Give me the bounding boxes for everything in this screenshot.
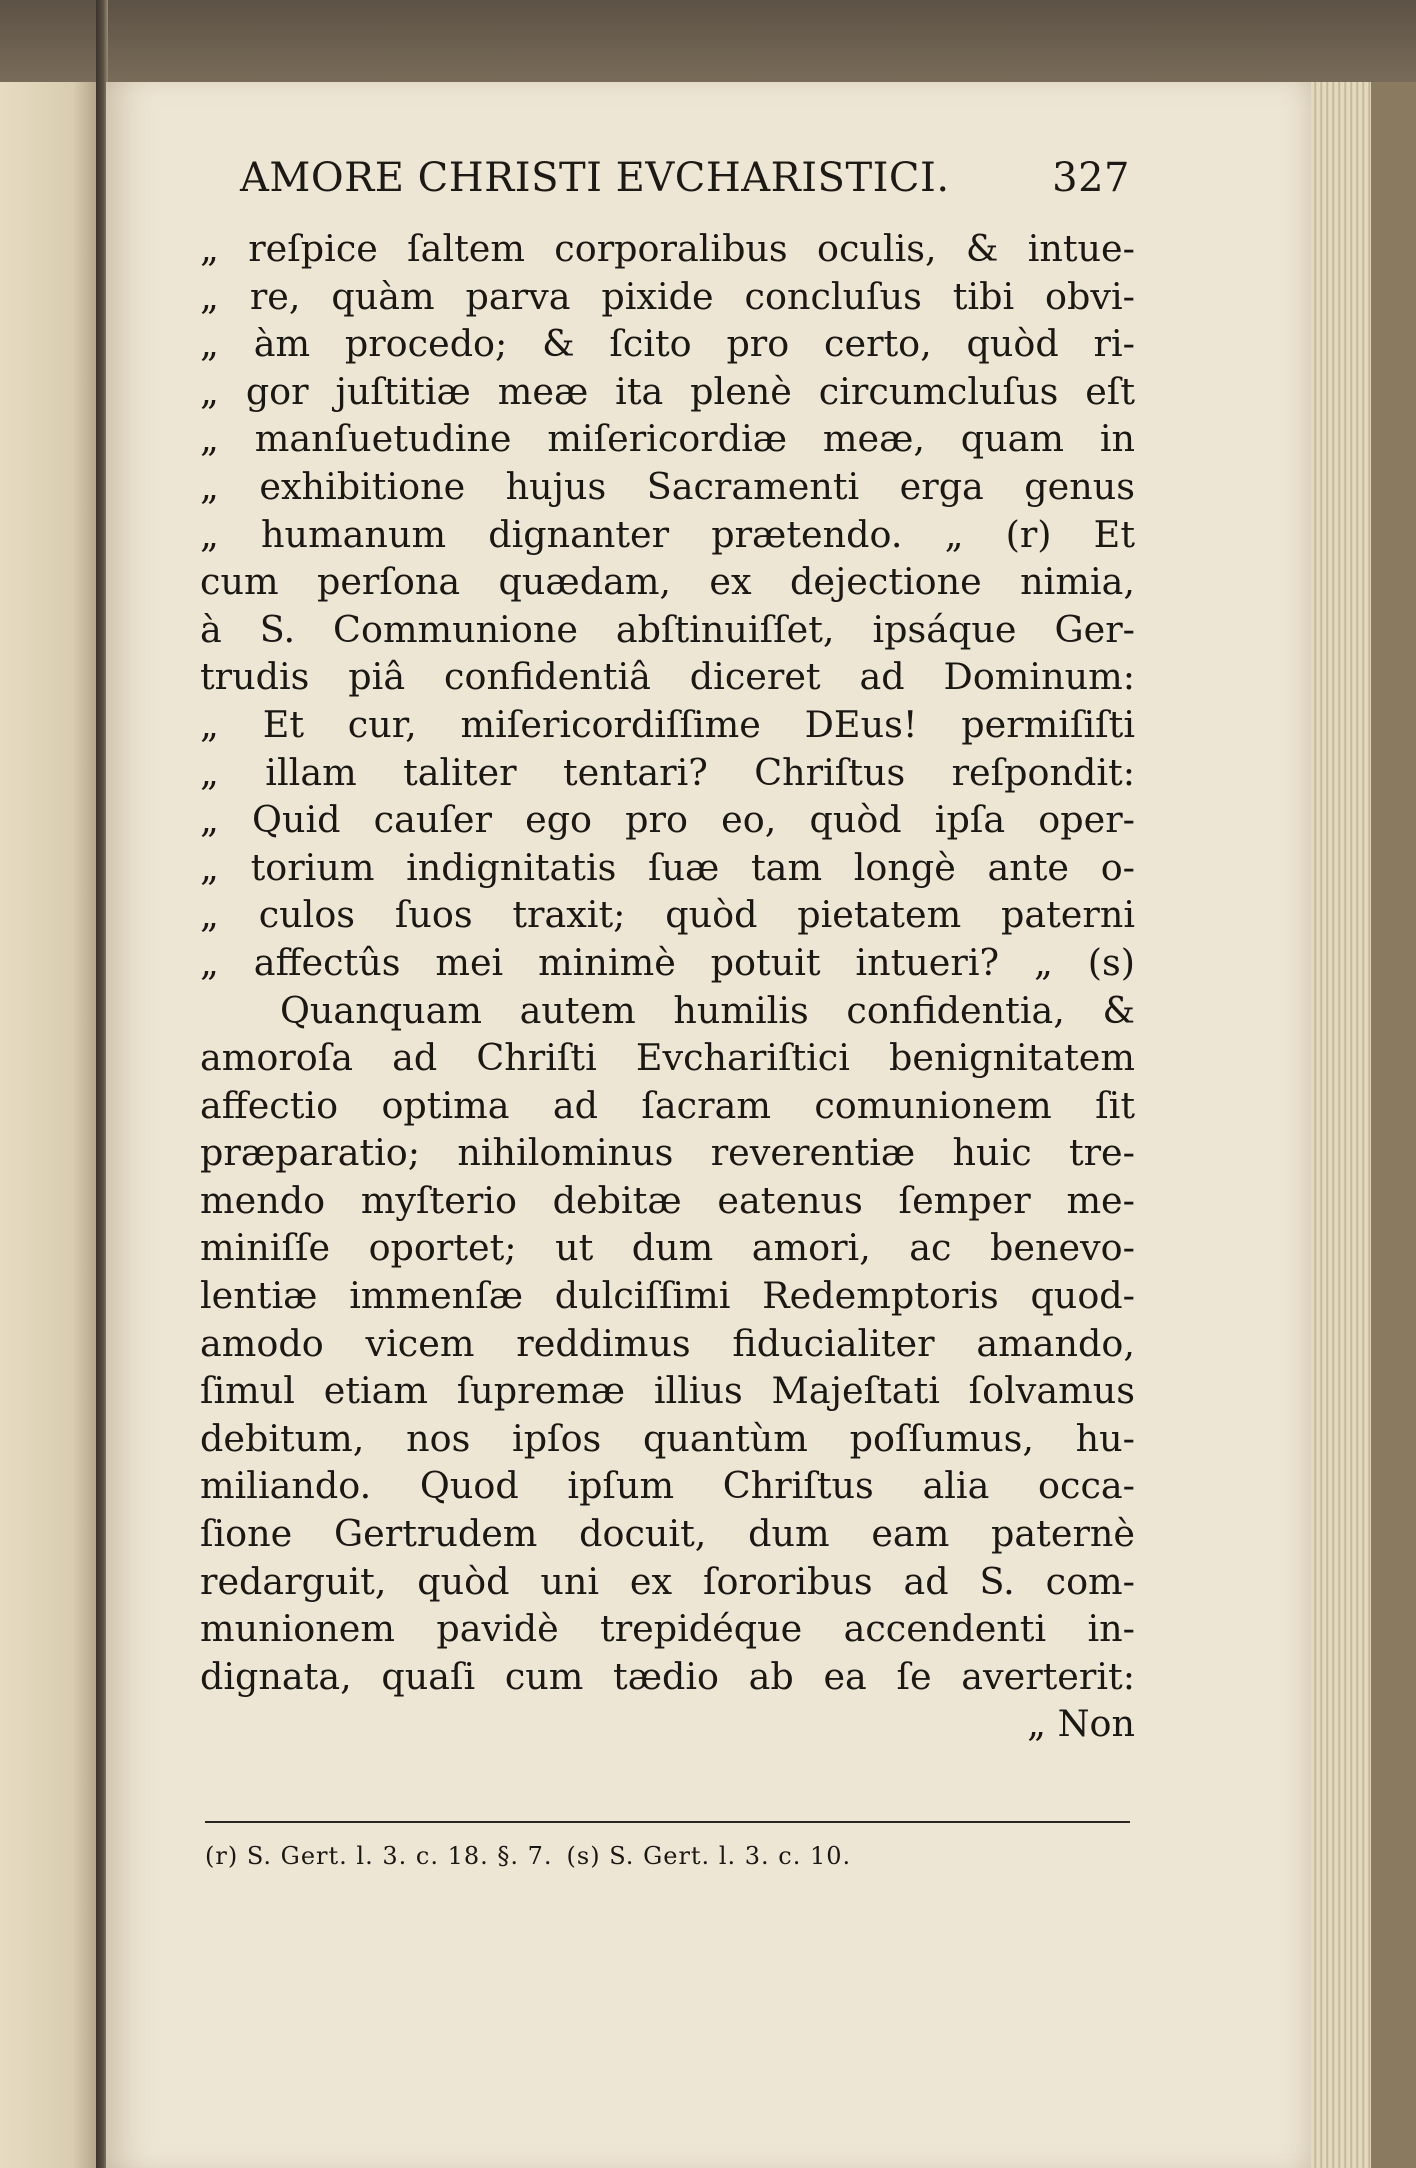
backdrop-right: [1371, 82, 1416, 2168]
footnotes: [205, 1842, 1105, 1870]
text-line: à S. Communione abſtinuiſſet, ipsáque Ger-: [200, 607, 1135, 651]
text-line: miniſſe oportet; ut dum amori, ac benevo-: [200, 1226, 1135, 1270]
facing-page-edge: [0, 82, 104, 2168]
text-line: ſione Gertrudem docuit, dum eam paternè: [200, 1512, 1135, 1556]
text-line: „ àm procedo; & ſcito pro certo, quòd ri-: [200, 322, 1135, 366]
text-line: amoroſa ad Chriſti Evchariſtici benignitatem: [200, 1036, 1135, 1080]
body-text: [200, 225, 1135, 1748]
text-line: „ Et cur, miſericordiſſime DEus! permiſiſti: [200, 702, 1135, 746]
text-line: „ Quid cauſer ego pro eo, quòd ipſa oper-: [200, 798, 1135, 842]
text-line: amodo vicem reddimus fiducialiter amando,: [200, 1321, 1135, 1365]
text-line: „ manſuetudine miſericordiæ meæ, quam in: [200, 417, 1135, 461]
text-line: „ illam taliter tentari? Chriſtus reſpondit:: [200, 750, 1135, 794]
text-line: miliando. Quod ipſum Chriſtus alia occa-: [200, 1464, 1135, 1508]
text-line: ſimul etiam ſupremæ illius Majeſtati ſolvamus: [200, 1369, 1135, 1413]
page-number: 327: [1052, 155, 1130, 201]
text-line: redarguit, quòd uni ex ſororibus ad S. com-: [200, 1559, 1135, 1603]
text-line: „ re, quàm parva pixide concluſus tibi obvi-: [200, 274, 1135, 318]
text-line: cum perſona quædam, ex dejectione nimia,: [200, 560, 1135, 604]
page-edges: [1311, 82, 1371, 2168]
text-line: „ exhibitione hujus Sacramenti erga genus: [200, 464, 1135, 508]
backdrop: [0, 0, 1416, 95]
footnote-s: (s) S. Gert. l. 3. c. 10.: [566, 1842, 852, 1870]
text-line: affectio optima ad ſacram comunionem ſit: [200, 1083, 1135, 1127]
text-line: Quanquam autem humilis confidentia, &: [280, 988, 1135, 1032]
text-line: debitum, nos ipſos quantùm poſſumus, hu-: [200, 1416, 1135, 1460]
text-line: dignata, quaſi cum tædio ab ea ſe averterit:: [200, 1654, 1135, 1698]
text-line: „ gor juſtitiæ meæ ita plenè circumcluſus eſt: [200, 369, 1135, 413]
running-title: AMORE CHRISTI EVCHARISTICI.: [240, 155, 950, 201]
text-line: „ torium indignitatis ſuæ tam longè ante o-: [200, 845, 1135, 889]
text-line: lentiæ immenſæ dulciſſimi Redemptoris quod-: [200, 1274, 1135, 1318]
text-line: „ affectûs mei minimè potuit intueri? „ (s): [200, 940, 1135, 984]
text-line: „ culos ſuos traxit; quòd pietatem paterni: [200, 893, 1135, 937]
text-line: munionem pavidè trepidéque accendenti in-: [200, 1607, 1135, 1651]
text-line: mendo myſterio debitæ eatenus ſemper me-: [200, 1178, 1135, 1222]
text-line: „ humanum dignanter prætendo. „ (r) Et: [200, 512, 1135, 556]
text-line: præparatio; nihilominus reverentiæ huic tre-: [200, 1131, 1135, 1175]
catchword: „ Non: [1027, 1702, 1135, 1746]
running-head: [240, 155, 1130, 201]
text-line: „ reſpice ſaltem corporalibus oculis, & intue-: [200, 227, 1135, 270]
text-line: trudis piâ confidentiâ diceret ad Dominum:: [200, 655, 1135, 699]
footnote-rule: [205, 1821, 1130, 1823]
footnote-r: (r) S. Gert. l. 3. c. 18. §. 7.: [205, 1842, 553, 1870]
